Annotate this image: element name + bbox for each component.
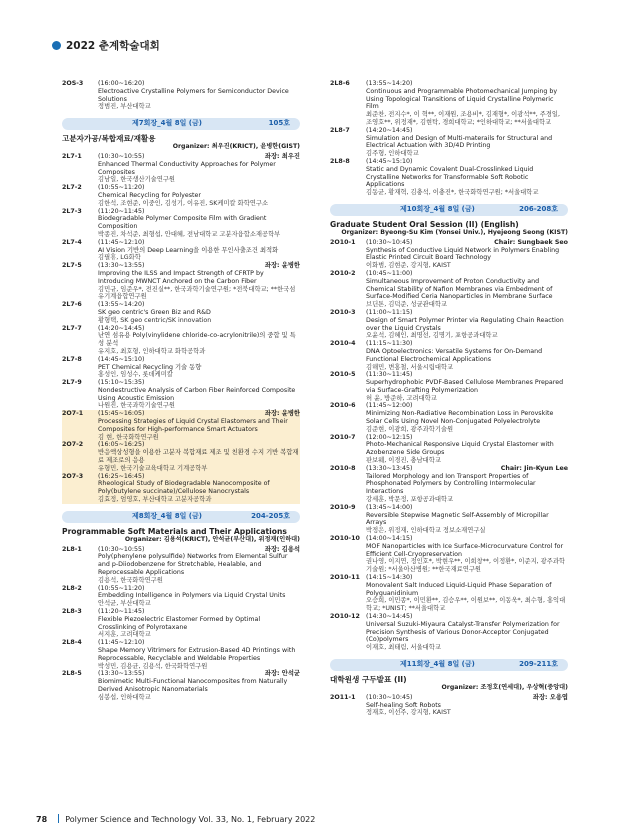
conference-title: 2022 춘계학술대회	[66, 40, 160, 52]
program-entry	[330, 371, 568, 402]
program-entry	[330, 340, 568, 371]
entry-code: 2O10-2	[330, 269, 356, 277]
entry-time: (11:30~11:45)	[366, 371, 413, 379]
session-title: Graduate Student Oral Session (II) (English)	[330, 219, 519, 229]
entry-code: 2L8-2	[62, 584, 82, 592]
entry-code: 2L8-8	[330, 157, 350, 165]
entry-code: 2L7-1	[62, 152, 82, 160]
session11-entries	[330, 694, 568, 717]
entry-time: (11:20~11:45)	[98, 608, 145, 616]
entry-authors: 유형민, 한국기술교육대학교 기계공학부	[98, 464, 208, 472]
entry-authors: 이재호, 최태림, 서울대학교	[366, 644, 441, 652]
entry-code: 2L7-5	[62, 262, 82, 270]
entry-title: Chemical Recycling for Polyester	[98, 191, 201, 199]
program-entry	[330, 694, 568, 717]
entry-time-row	[366, 434, 568, 442]
entry-title: DNA Optoelectronics: Versatile Systems for On-Demand Functional Electrochemical Applications	[366, 347, 543, 363]
entry-time-row	[366, 270, 568, 278]
entry-authors: 판보웨, 이경진, 충남대학교	[366, 457, 441, 465]
session10-entries	[330, 239, 568, 652]
entry-time-row	[98, 473, 300, 481]
entry-code: 2O7-1	[62, 410, 84, 418]
session-organizer: Organizer: Byeong-Su Kim (Yonsei Univ.), Hyejeong Seong (KIST)	[341, 228, 568, 236]
entry-body	[366, 127, 568, 158]
entry-title: Universal Suzuki-Miyaura Catalyst-Transfer Polymerization for Precision Synthesis of Various Donor-Acceptor Conjugated (Co)polymers	[366, 620, 560, 644]
left-column	[62, 80, 300, 702]
entry-title: Continuous and Programmable Photomechanical Jumping by Using Topological Transitions of Liquid Crystalline Polymeric Film	[366, 87, 558, 111]
session-title: Programmable Soft Materials and Their Applications	[62, 526, 287, 536]
program-entry	[62, 184, 300, 207]
entry-time-row	[98, 262, 300, 270]
entry-title: Improving the ILSS and Impact Strength of CFRTP by Introducing MWNCT Anchored on the Carbon Fiber	[98, 269, 264, 285]
entry-authors: 유지호, 최호형, 인하대학교 화학공학과	[98, 347, 206, 355]
entry-body	[98, 585, 300, 608]
entry-code: 2O10-12	[330, 613, 360, 620]
entry-title: Tailored Morphology and Ion Transport Properties of Phosphonated Polymers by Controlling Intermolecular Interactions	[366, 472, 536, 496]
entry-title: Electroactive Crystalline Polymers for Semiconductor Device Solutions	[98, 87, 289, 103]
entry-body	[366, 340, 568, 371]
entry-body	[366, 535, 568, 574]
entry-time-row	[98, 184, 300, 192]
session-room: 105호	[268, 119, 290, 128]
entry-code: 2O11-1	[330, 693, 356, 701]
entry-code: 2L7-7	[62, 324, 82, 332]
program-entry	[330, 309, 568, 340]
entry-time-row	[366, 239, 568, 247]
entry-authors: 박성민, 김용균, 김용석, 한국화학연구원	[98, 662, 208, 670]
entry-time-row	[98, 410, 300, 418]
entry-body	[366, 504, 568, 535]
entry-title: Synthesis of Conductive Liquid Network in Polymers Enabling Elastic Printed Circuit Board Technology	[366, 246, 560, 262]
entry-code: 2L7-4	[62, 238, 82, 246]
entry-code: 2L8-4	[62, 639, 82, 647]
entry-body	[98, 239, 300, 262]
entry-time: (10:45~11:00)	[366, 269, 413, 277]
entry-time: (13:55~14:20)	[366, 80, 413, 87]
entry-time: (16:25~16:45)	[98, 472, 145, 480]
entry-time: (11:20~11:45)	[98, 207, 145, 215]
entry-body	[98, 184, 300, 207]
entry-title: Design of Smart Polymer Printer via Regulating Chain Reaction over the Liquid Crystals	[366, 316, 564, 332]
entry-body	[366, 434, 568, 465]
entry-code: 2O10-8	[330, 464, 356, 472]
entry-code: 2O10-9	[330, 503, 356, 511]
entry-body	[366, 465, 568, 504]
entry-title: Biomimetic Multi-Functional Nanocomposites from Naturally Derived Anisotropic Nanomaterials	[98, 678, 288, 693]
program-entry	[330, 127, 568, 158]
entry-time: (10:30~10:45)	[366, 693, 413, 701]
entry-authors: 심봉섭, 인하대학교	[98, 693, 151, 701]
entry-body	[98, 262, 300, 301]
entry-title: Simultaneous Improvement of Proton Conductivity and Chemical Stability of Nafion Membranes via Embedment of Surface-Modified Ceria Nanoparticles in Membrane Surface	[366, 277, 553, 301]
session-organizer: Organizer: 최우진(KRICT), 윤병한(GIST)	[172, 143, 300, 151]
entry-body	[98, 208, 300, 239]
program-entry	[330, 574, 568, 613]
entry-chair: Chair: Jin-Kyun Lee	[500, 464, 568, 472]
session-label: 제11회장_4월 8일 (금)	[400, 659, 475, 668]
program-entry	[62, 608, 300, 639]
program-entry	[330, 613, 568, 652]
entry-time: (16:00~16:20)	[98, 80, 145, 87]
entry-title: AI Vision 기반의 Deep Learning을 이용한 무인사출조건 최적화	[98, 246, 279, 254]
entry-time: (14:00~14:15)	[366, 535, 413, 543]
entry-chair: 좌장: 윤병한	[264, 410, 300, 418]
entry-time: (10:30~10:45)	[366, 238, 413, 246]
entry-time-row	[366, 465, 568, 473]
program-entry	[62, 639, 300, 670]
footer-divider	[58, 814, 59, 823]
entry-authors: 박종진, 차석준, 최형섭, 안대혜, 전남대학교 고분자융합소재공학부	[98, 230, 281, 238]
entry-body	[98, 608, 300, 639]
entry-authors: 이화범, 김현준, 강지형, KAIST	[366, 262, 451, 270]
session-room: 206-208호	[519, 204, 558, 213]
entry-title: PET Chemical Recycling 기술 동향	[98, 363, 202, 371]
entry-title: Flexible Piezoelectric Elastomer Formed by Optimal Crosslinking of Polyrotaxane	[98, 615, 261, 631]
entry-body	[366, 371, 568, 402]
program-entry	[62, 473, 300, 504]
entry-code: 2O10-5	[330, 371, 356, 379]
entry-code: 2O10-1	[330, 238, 356, 246]
program-entry	[62, 153, 300, 184]
session-label: 제7회장_4월 8일 (금)	[132, 119, 202, 128]
entry-time-row	[98, 153, 300, 161]
entry-body	[366, 239, 568, 270]
entry-time: (11:45~12:10)	[98, 238, 145, 246]
entry-authors: 김동균, 황재혁, 김충석, 이충진*, 한국화학연구원; *서울대학교	[366, 189, 539, 197]
session-room: 204-205호	[251, 511, 290, 520]
entry-body	[98, 80, 300, 111]
entry-time: (10:55~11:20)	[98, 584, 145, 592]
entry-title: Reversible Stepwise Magnetic Self-Assembly of Micropillar Arrays	[366, 511, 549, 527]
program-entry	[62, 301, 300, 324]
entry-time-row	[366, 80, 568, 88]
entry-chair: 좌장: 안석균	[264, 670, 300, 678]
session-banner-7	[62, 118, 300, 130]
entry-time-row	[98, 546, 300, 554]
entry-authors: 강세훈, 박문정, 포항공과대학교	[366, 496, 454, 504]
entry-time: (15:45~16:05)	[98, 410, 145, 418]
entry-time-row	[98, 585, 300, 593]
entry-code: 2L7-2	[62, 184, 82, 192]
program-entry	[330, 158, 568, 197]
entry-title: Monovalent Salt Induced Liquid-Liquid Phase Separation of Polyguanidinium	[366, 581, 552, 597]
program-entry	[62, 239, 300, 262]
entry-body	[366, 309, 568, 340]
session-banner-10	[330, 204, 568, 216]
entry-time: (14:45~15:10)	[366, 157, 413, 165]
entry-code: 2L7-9	[62, 379, 82, 387]
entry-time: (13:45~14:00)	[366, 503, 413, 511]
entry-time-row	[98, 670, 300, 678]
entry-time-row	[98, 608, 300, 616]
entry-time: (13:30~13:45)	[366, 464, 413, 472]
entry-code: 2OS-3	[62, 80, 84, 87]
entry-time: (12:00~12:15)	[366, 433, 413, 441]
entry-code: 2L7-6	[62, 301, 82, 309]
page-header	[52, 38, 160, 53]
entry-authors: 브딘톤, 김덕준, 성균관대학교	[366, 301, 447, 309]
entry-chair: 좌장: 김용석	[264, 545, 300, 553]
entry-code: 2O10-3	[330, 308, 356, 316]
entry-authors: 김해민, 변홍철, 서울시립대학교	[366, 363, 454, 371]
entry-title: Enhanced Thermal Conductivity Approaches for Polymer Composites	[98, 160, 276, 176]
entry-time: (10:30~10:55)	[98, 152, 145, 160]
entry-authors: 최준찬, 전지수*, 이 혁**, 이재원, 조용비*, 김재형*, 이광석**, 주경일, 조영호**, 위정재*, 김현탁, 경희대학교; *인하대학교; **서울대학교	[366, 111, 560, 126]
entry-title: Rheological Study of Biodegradable Nanocomposite of Poly(butylene succinate)/Cellulose Nanocrystals	[98, 480, 270, 496]
entry-title: MOF Nanoparticles with Ice Surface-Microcurvature Control for Efficient Cell-Cryopreservation	[366, 542, 564, 558]
entry-code: 2L8-3	[62, 608, 82, 616]
entry-time-row	[366, 371, 568, 379]
program-entry	[330, 434, 568, 465]
entry-time: (13:30~13:55)	[98, 262, 145, 270]
entry-authors: 김민규, 임준우*, 전진실**, 한국과학기술연구원; *전북대학교; **한국섬유기계융합연구원	[98, 285, 296, 301]
entry-title: Photo-Mechanical Responsive Liquid Crystal Elastomer with Azobenzene Side Groups	[366, 441, 554, 457]
entry-time: (14:45~15:10)	[98, 355, 145, 363]
session-title: 대학원생 구두발표 (II)	[330, 674, 407, 684]
entry-authors: 김남일, 한국생산기술연구원	[98, 176, 175, 184]
entry-time: (14:20~14:45)	[98, 324, 145, 332]
entry-chair: 좌장: 최우진	[264, 152, 300, 160]
program-entry	[330, 270, 568, 309]
program-entry	[62, 208, 300, 239]
program-entry	[62, 325, 300, 356]
entry-time-row	[366, 127, 568, 135]
entry-title: SK geo centric's Green Biz and R&D	[98, 308, 211, 316]
program-entry	[330, 402, 568, 433]
entry-time: (14:15~14:30)	[366, 574, 413, 582]
page-number: 78	[36, 815, 48, 824]
entry-authors: 김 현, 한국화학연구원	[98, 433, 159, 441]
entry-time-row	[98, 239, 300, 247]
entry-body	[366, 694, 568, 717]
program-entry	[62, 441, 300, 472]
entry-title: Shape Memory Vitrimers for Extrusion-Based 4D Printings with Reprocessable, Recyclable and Weldable Properties	[98, 647, 296, 662]
entry-code: 2L7-3	[62, 207, 82, 215]
entry-authors: 오윤석, 김혜인, 최명선, 김명기, 포항공과대학교	[366, 332, 498, 340]
entry-time-row	[366, 504, 568, 512]
entry-title: 반응액상성형을 이용한 고분자 복합재료 제조 및 친환경 수지 기반 복합재료 제조로의 응용	[98, 449, 299, 465]
entry-time: (11:00~11:15)	[366, 308, 413, 316]
entry-time: (11:15~11:30)	[366, 340, 413, 348]
program-entry	[62, 410, 300, 441]
entry-time: (11:45~12:10)	[98, 639, 145, 647]
entry-code: 2L8-6	[330, 80, 350, 87]
session-title: 고분자가공/복합재료/재활용	[62, 134, 156, 144]
session-organizer: Organizer: 조정호(연세대), 우상혁(중앙대)	[441, 683, 568, 691]
program-entry	[330, 504, 568, 535]
entry-authors: 정재호, 이선주, 강지형, KAIST	[366, 709, 451, 717]
entry-time: (14:30~14:45)	[366, 613, 413, 620]
entry-time-row	[98, 80, 300, 88]
entry-title: Minimizing Non-Radiative Recombination Loss in Perovskite Solar Cells Using Novel Non-Conjugated Polyelectrolyte	[366, 410, 554, 426]
entry-chair: 좌장: 오용엽	[532, 693, 568, 701]
entry-authors: 나원진, 한국과학기술연구원	[98, 402, 175, 410]
entry-authors: 서지훈, 고려대학교	[98, 631, 151, 639]
entry-authors: 권나영, 이지연, 정인호*, 박현우**, 이희창**, 이정환*, 이준지, 광주과학기술원; *서울아산병원; **한국재료연구원	[366, 558, 565, 574]
entry-title: Self-healing Soft Robots	[366, 701, 441, 709]
bullet-icon	[52, 41, 61, 50]
entry-code: 2O10-11	[330, 574, 360, 582]
entry-authors: 김용석, 한국화학연구원	[98, 576, 163, 584]
session-banner-8	[62, 511, 300, 523]
program-entry	[330, 465, 568, 504]
entry-time: (15:10~15:35)	[98, 379, 145, 387]
left-top-entries	[62, 80, 300, 111]
entry-authors: 김효정, 엄영호, 부산대학교 고분자공학과	[98, 496, 212, 504]
entry-time-row	[366, 402, 568, 410]
program-entry	[62, 80, 300, 111]
entry-authors: 김준현, 이광희, 광주과학기술원	[366, 425, 454, 433]
entry-title: Embedding Intelligence in Polymers via Liquid Crystal Units	[98, 592, 286, 600]
entry-body	[98, 639, 300, 670]
entry-title: Nondestructive Analysis of Carbon Fiber Reinforced Composite Using Acoustic Emission	[98, 386, 296, 402]
entry-authors: 정범진, 부산대학교	[98, 103, 151, 111]
entry-body	[98, 379, 300, 410]
session-label: 제8회장_4월 8일 (금)	[132, 511, 202, 520]
entry-body	[366, 613, 568, 652]
entry-code: 2L8-5	[62, 670, 82, 678]
entry-code: 2L8-7	[330, 126, 350, 134]
entry-body	[366, 402, 568, 433]
entry-body	[366, 270, 568, 309]
session-room: 209-211호	[519, 659, 558, 668]
entry-time: (13:55~14:20)	[98, 301, 145, 309]
program-entry	[62, 546, 300, 585]
entry-time: (16:05~16:25)	[98, 441, 145, 449]
entry-chair: Chair: Sungbaek Seo	[494, 238, 568, 246]
entry-body	[98, 325, 300, 356]
entry-body	[98, 410, 300, 441]
entry-time-row	[366, 574, 568, 582]
entry-title: Simulation and Design of Multi-materails for Structural and Electrical Actuation with 3D/4D Printing	[366, 134, 553, 150]
entry-time-row	[98, 208, 300, 216]
program-entry	[330, 80, 568, 127]
entry-authors: 김한석, 조현준, 이중인, 김성기, 이유진, SK케미칼 화학연구소	[98, 199, 269, 207]
entry-body	[366, 574, 568, 613]
entry-authors: 김필휴, LG화학	[98, 254, 141, 262]
entry-time-row	[366, 340, 568, 348]
session-organizer: Organizer: 김용석(KRICT), 안석균(부산대), 위정재(인하대)	[124, 535, 300, 543]
entry-code: 2O10-6	[330, 402, 356, 410]
entry-authors: 황형택, SK geo centric/SK innovation	[98, 316, 212, 324]
entry-code: 2O10-7	[330, 433, 356, 441]
entry-time-row	[98, 639, 300, 647]
entry-body	[98, 441, 300, 472]
entry-authors: 안석균, 부산대학교	[98, 600, 151, 608]
entry-authors: 오승희, 이민종*, 이민환**, 김승우**, 이원보**, 이동욱*, 최수형, 홍익대학교; *UNIST; **서울대학교	[366, 597, 566, 613]
entry-authors: 박정은, 위정재, 인하대학교 정보소재연구실	[366, 527, 486, 535]
program-entry	[330, 239, 568, 270]
entry-time-row	[366, 309, 568, 317]
entry-time-row	[98, 301, 300, 309]
session7-entries	[62, 153, 300, 410]
program-entry	[62, 585, 300, 608]
entry-body	[98, 356, 300, 379]
session7-highlighted-entries	[62, 410, 300, 504]
entry-code: 2L7-8	[62, 355, 82, 363]
right-top-entries	[330, 80, 568, 197]
entry-authors: 허 윤, 방준하, 고려대학교	[366, 394, 437, 402]
entry-body	[366, 158, 568, 197]
entry-time: (11:45~12:00)	[366, 402, 413, 410]
entry-authors: 홍성인, 임성수, 롯데케미칼	[98, 371, 173, 379]
entry-time-row	[366, 694, 568, 702]
entry-body	[98, 670, 300, 701]
session-banner-11	[330, 659, 568, 671]
entry-body	[98, 153, 300, 184]
entry-time-row	[366, 613, 568, 621]
program-entry	[62, 356, 300, 379]
entry-time-row	[366, 158, 568, 166]
entry-title: Poly(phenylene polysulfide) Networks from Elemental Sulfur and p-Diiodobenzene for Stretchable, Healable, and Reprocessable Applications	[98, 553, 288, 577]
entry-title: Biodegradable Polymer Composite Film with Gradient Composition	[98, 215, 267, 231]
session-label: 제10회장_4월 8일 (금)	[400, 204, 475, 213]
program-entry	[330, 535, 568, 574]
program-entry	[62, 670, 300, 701]
entry-title: 난연 섬유용 Poly(vinylidene chloride-co-acrylonitrile)의 중합 및 특성 분석	[98, 332, 296, 348]
entry-time: (14:20~14:45)	[366, 126, 413, 134]
entry-code: 2L8-1	[62, 545, 82, 553]
journal-citation: Polymer Science and Technology Vol. 33, No. 1, February 2022	[65, 815, 316, 824]
program-entry	[62, 379, 300, 410]
entry-time-row	[98, 379, 300, 387]
right-column	[330, 80, 568, 717]
program-entry	[62, 262, 300, 301]
entry-time: (10:30~10:55)	[98, 545, 145, 553]
entry-code: 2O10-10	[330, 535, 360, 543]
entry-body	[366, 80, 568, 127]
entry-title: Static and Dynamic Covalent Dual-Crosslinked Liquid Crystalline Networks for Transformable Soft Robotic Applications	[366, 165, 534, 189]
entry-title: Processing Strategies of Liquid Crystal Elastomers and Their Composites for High-performance Smart Actuators	[98, 418, 288, 433]
entry-time: (13:30~13:55)	[98, 670, 145, 678]
entry-authors: 김주형, 인하대학교	[366, 150, 419, 158]
entry-body	[98, 546, 300, 585]
entry-body	[98, 301, 300, 324]
entry-time: (10:55~11:20)	[98, 184, 145, 192]
session8-entries	[62, 546, 300, 702]
entry-chair: 좌장: 윤병한	[264, 262, 300, 270]
entry-time-row	[98, 356, 300, 364]
page-footer	[36, 814, 315, 824]
entry-code: 2O7-2	[62, 441, 84, 449]
entry-body	[98, 473, 300, 504]
entry-title: Superhydrophobic PVDF-Based Cellulose Membranes Prepared via Surface-Grafting Polymerization	[366, 379, 564, 394]
entry-time-row	[366, 535, 568, 543]
entry-code: 2O10-4	[330, 340, 356, 348]
entry-code: 2O7-3	[62, 472, 84, 480]
